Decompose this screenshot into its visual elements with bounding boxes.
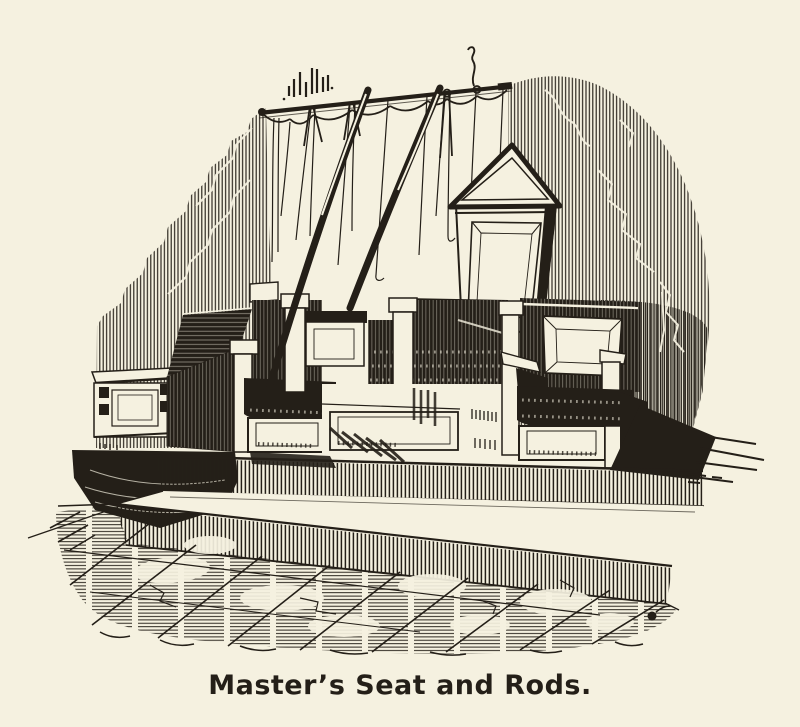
hanging-cord [468, 47, 475, 86]
top-rail [250, 282, 278, 302]
floor-mark [648, 612, 657, 621]
tassel-ticks [289, 68, 328, 97]
figure-caption: Master’s Seat and Rods. [208, 670, 592, 701]
left-arm-post [502, 315, 519, 455]
left-arm-cap [499, 301, 523, 315]
front-stile-cap [230, 340, 258, 354]
seat-cushion [517, 386, 634, 429]
side-box-lid [303, 311, 367, 323]
arm-post-cap [389, 298, 417, 312]
right-officer-chair [499, 298, 764, 482]
